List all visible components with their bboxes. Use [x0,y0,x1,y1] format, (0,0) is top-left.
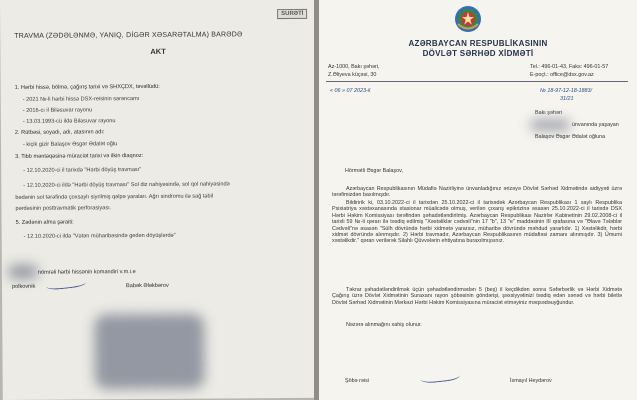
commander-title: nömrəli hərbi hissənin komandiri v.m.i.e [37,269,136,276]
state-emblem-icon [452,4,484,34]
section-1-heading: 1. Hərbi hissə, bölmə, çağırış tarixi və SHXÇDX, təvəllüdü: [14,83,160,91]
paragraph-1: Azərbaycan Respublikasının Müdafiə Nazirliyinə ünvanladığınız ərizəyə Dövlət Sərhəd Xidmətində aidiyyəti üzrə tərəfimizdən baxılmışdır. [332,186,622,199]
section-1-line-b: - 2016-cı il Biləsuvar rayonu [22,107,93,114]
section-1-line-c: - 13.03.1993-cü ildə Biləsuvar rayonu [22,118,116,125]
paragraph-3: Təkrar şəhadətləndirilmək üçün şəhadətləndirmədən 5 (beş) il keçdikdən sonra Səfərbərlik və Hərbi Xidmətə Çağırış üzrə Dövlət Xidmətinin Suraxanı rayon şöbəsinin göndərişi, şəxsiyyətinizi təsdiq edən sənəd və hərbi biletlə Dövlət Sərhəd Xidmətinin Mərkəzi Hərbi Həkim Komissiyasına müraciət etməyiniz məqsədəuyğundur. [332,287,622,306]
section-2-line-a: - kiçik gizir Balaşov Əsgər Ədalət oğlu [22,141,118,148]
recipient-name: Balaşov Əsgər Ədalət oğluna [535,134,606,140]
letter-number-suffix: 31/21 [560,96,574,102]
ministry-title-line-1: AZƏRBAYCAN RESPUBLİKASININ [408,39,548,48]
copy-stamp: SURƏTİ [277,9,307,19]
paragraph-2: Bildiririk ki, 03.10.2022-ci il tarixdən 25.10.2022-ci il tarixədək Azərbaycan Respublikası 1 saylı Respublika Psixiatriya xəstəxanasında stasionar müalicədə olmuş, verilən çıxarış epikrizinə əsasən 25.10.2022-ci il tarixdə DSX Hərbi Həkim Komissiyası tərəfindən şəhadətləndirilmiş. Azərbaycan Respublikası Nazirlər Kabinetinin 29.02.2008-ci il tarixli 59 №-li qərarı ilə təsdiq edilmiş "Xəstəliklər cədvəli"nin 17 "b", 13 "e" maddəsinin III qrafasına və "Əlavə Tələblər Cədvəli"nə əsasən "Sülh dövründə hərbi xidmətə yararsız, müharibə dövründə məhdud yararlıdır. 1) Xəstəlikdir, hərbi xidmət dövründə alınmışdır. 2) Hərbi travmadır, Azərbaycan Respublikasının müdafiəsi zamanı alınmışdır. 3) Ümumi xəstəlikdir." qərarı verilərək Silahlı Qüvvələrin ehtiyatına buraxılmışsınız. [332,200,622,245]
letter-date: « 06 » 07 2023-il [330,88,371,94]
section-3-line-d: pərdəsinin posttravmatik perforasiyası. [15,205,112,212]
contact-email: E-poçt.: office@dsx.gov.az [530,72,594,78]
section-5-heading: 5. Zədənin alma şəraiti: [15,219,74,226]
redaction-blur-address [530,120,570,130]
letter-greeting: Hörmətli Əsgər Balaşov, [345,168,403,174]
address-line-2: Z.Əliyeva küçəsi, 30 [328,72,377,78]
redaction-blur-stamp [94,314,205,390]
recipient-residing: ünvanında yaşayan [572,122,619,128]
redaction-blur [8,265,38,279]
section-3-heading: 3. Tibb məntəqəsinə müraciət tarixi və ilkin diaqnoz: [15,153,144,160]
act-title: TRAVMA (ZƏDƏLƏNMƏ, YANIQ, DİGƏR XƏSARƏTALMA) BARƏDƏ [14,31,243,40]
section-3-line-c: bədənin sol tərəfində çoxsaylı siyrilmiş qəlpə yaraları. Ağrı sindromu ilə sağ təbil [15,193,214,201]
section-5-line-a: - 12.10.2020-ci ildə "Vətən müharibəsində gedən döyüşlərdə" [23,232,176,240]
section-1-line-a: - 2021 №-li hərbi hissə DSX-reisinin sərəncamı [22,96,140,103]
commander-signature [46,276,87,290]
act-subtitle: AKT [150,46,166,56]
commander-name: Babək Ələkbərov [125,282,169,290]
section-3-line-b: - 12.10.2020-ci ildə "Hərbi döyüş travması" Sol diz nahiyəsində, sol qol nahiyəsində [23,181,230,189]
header-divider [326,81,628,82]
section-2-heading: 2. Rütbəsi, soyadı, adı, atasının adı: [14,129,105,136]
contact-phone: Tel.: 496-01-43, Faks: 496-01-57 [530,64,609,70]
signatory-title: Şöbə rəisi [345,378,369,384]
section-3-line-a: - 12.10.2020-ci il tarixdə "Hərbi döyüş travması" [23,167,142,174]
commander-rank: polkovnik [11,283,36,290]
address-line-1: Az-1000, Bakı şəhəri, [328,64,380,70]
letter-number: № 18-97-12-18-1883/ [540,88,592,94]
recipient-city: Bakı şəhəri [535,110,562,116]
paragraph-4: Nəzərə alınmağını xahiş olunur. [346,322,422,328]
ministry-title-line-2: DÖVLƏT SƏRHƏD XİDMƏTİ [422,49,534,58]
signatory-name: İsmayıl Heydərov [510,378,552,384]
